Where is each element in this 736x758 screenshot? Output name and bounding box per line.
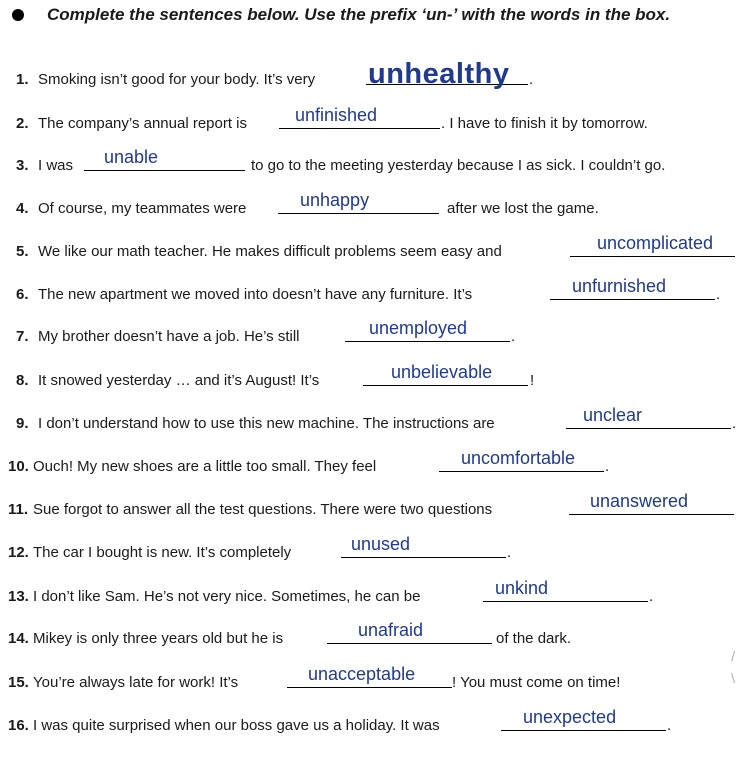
item-number: 8. (16, 372, 29, 389)
sentence-text: The company’s annual report is (38, 115, 248, 132)
sentence-text: Sue forgot to answer all the test questions. There were two questions (33, 501, 493, 518)
sentence-row (16, 362, 535, 391)
sentence-row (16, 147, 666, 176)
answer-blank[interactable] (279, 105, 440, 129)
sentence-end: ! (530, 372, 535, 389)
sentence-row (8, 448, 610, 477)
sentence-row (16, 58, 534, 90)
answer-text: unclear (583, 405, 643, 425)
item-number: 1. (16, 71, 29, 88)
sentence-end: . (667, 717, 672, 734)
sentence-end: . (511, 328, 516, 345)
sentence-end: . (507, 544, 512, 561)
sentence-text: I was quite surprised when our boss gave us a holiday. It was (33, 717, 440, 734)
sentence-end: . (716, 286, 721, 303)
answer-blank[interactable] (483, 578, 648, 602)
sentence-row (16, 105, 648, 134)
sentence-row (16, 318, 516, 347)
sentence-text: It snowed yesterday … and it’s August! It’s (38, 372, 320, 389)
sentence-text: The new apartment we moved into doesn’t have any furniture. It’s (38, 286, 473, 303)
item-number: 5. (16, 243, 29, 260)
answer-blank[interactable] (345, 318, 510, 342)
answer-blank[interactable] (501, 707, 666, 731)
sentence-end: to go to the meeting yesterday because I as sick. I couldn’t go. (251, 157, 666, 174)
sentence-text: I don’t like Sam. He’s not very nice. Sometimes, he can be (33, 588, 421, 605)
answer-text: unanswered (590, 491, 689, 511)
sentence-row (8, 620, 572, 649)
margin-mark-icon: \ (731, 670, 735, 686)
answer-blank[interactable] (569, 491, 734, 515)
sentence-end: . (649, 588, 654, 605)
sentence-text: I was (38, 157, 74, 174)
item-number: 6. (16, 286, 29, 303)
sentence-text: My brother doesn’t have a job. He’s still (38, 328, 300, 345)
sentence-row (16, 233, 714, 262)
answer-text: uncomplicated (597, 233, 714, 253)
sentence-row (16, 276, 721, 305)
answer-text: uncomfortable (461, 448, 576, 468)
item-number: 16. (8, 717, 29, 734)
sentence-text: You’re always late for work! It’s (33, 674, 239, 691)
sentence-text: I don’t understand how to use this new machine. The instructions are (38, 415, 495, 432)
answer-text: unemployed (369, 318, 468, 338)
answer-blank[interactable] (550, 276, 715, 300)
item-number: 2. (16, 115, 29, 132)
answer-text: unfinished (295, 105, 378, 125)
item-number: 11. (8, 501, 29, 518)
answer-blank[interactable] (566, 405, 731, 429)
sentence-row (16, 190, 599, 219)
answer-text: unafraid (358, 620, 424, 640)
item-number: 13. (8, 588, 29, 605)
answer-blank[interactable] (341, 534, 506, 558)
answer-blank[interactable] (570, 233, 735, 257)
answer-blank[interactable] (439, 448, 604, 472)
item-number: 14. (8, 630, 29, 647)
answer-blank[interactable] (363, 362, 528, 386)
item-number: 10. (8, 458, 29, 475)
answer-text: unhealthy (368, 58, 510, 90)
sentence-end: . I have to finish it by tomorrow. (441, 115, 648, 132)
sentence-text: The car I bought is new. It’s completely (33, 544, 292, 561)
answer-text: unexpected (523, 707, 617, 727)
sentence-end: . (732, 415, 736, 432)
answer-text: unfurnished (572, 276, 667, 296)
answer-text: unhappy (300, 190, 370, 210)
sentence-end: after we lost the game. (447, 200, 599, 217)
sentence-text: Ouch! My new shoes are a little too small. They feel (33, 458, 377, 475)
sentence-end: ! You must come on time! (452, 674, 621, 691)
answer-text: unused (351, 534, 411, 554)
sentence-row (8, 707, 672, 736)
sentence-text: We like our math teacher. He makes difficult problems seem easy and (38, 243, 502, 260)
answer-text: unacceptable (308, 664, 416, 684)
margin-mark-icon: / (731, 648, 735, 664)
answer-blank[interactable] (366, 58, 528, 90)
answer-blank[interactable] (278, 190, 439, 214)
answer-blank[interactable] (327, 620, 492, 644)
item-number: 4. (16, 200, 29, 217)
instructions (12, 2, 670, 28)
item-number: 9. (16, 415, 29, 432)
item-number: 15. (8, 674, 29, 691)
instruction-text: Complete the sentences below. Use the prefix ‘un-’ with the words in the box. (47, 5, 671, 24)
answer-blank[interactable] (84, 147, 245, 171)
sentence-row (8, 491, 689, 520)
answer-blank[interactable] (287, 664, 452, 688)
sentence-text: Smoking isn’t good for your body. It’s very (38, 71, 316, 88)
item-number: 7. (16, 328, 29, 345)
sentence-text: Mikey is only three years old but he is (33, 630, 284, 647)
bullet-icon (12, 9, 24, 21)
item-number: 3. (16, 157, 29, 174)
sentence-end: . (605, 458, 610, 475)
sentence-row (8, 664, 621, 693)
answer-text: unbelievable (391, 362, 493, 382)
sentence-end: of the dark. (496, 630, 572, 647)
sentence-text: Of course, my teammates were (38, 200, 247, 217)
sentence-row (16, 405, 736, 434)
item-number: 12. (8, 544, 29, 561)
answer-text: unable (104, 147, 159, 167)
sentence-end: . (529, 71, 534, 88)
sentence-row (8, 534, 512, 563)
answer-text: unkind (495, 578, 549, 598)
sentence-row (8, 578, 654, 607)
